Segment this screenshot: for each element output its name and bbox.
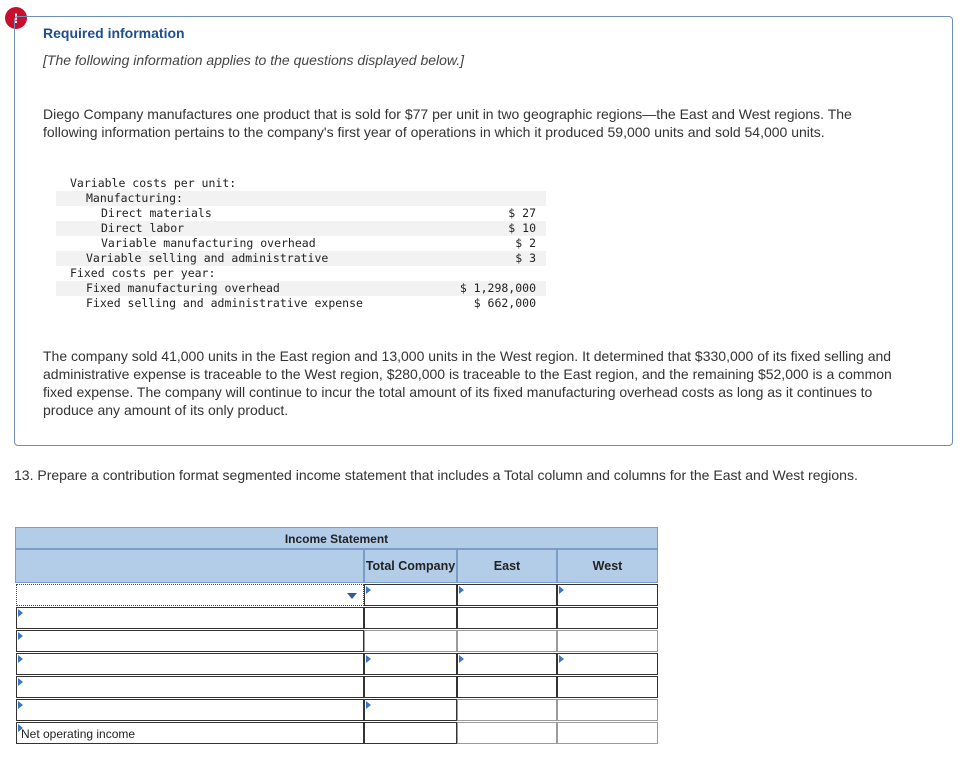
required-info-note: [The following information applies to the questions displayed below.]	[43, 52, 465, 68]
total-amount-input[interactable]	[364, 676, 457, 698]
triangle-marker-icon	[18, 678, 23, 686]
income-statement	[15, 527, 658, 745]
alert-icon: !	[5, 7, 27, 29]
east-amount-input[interactable]	[457, 676, 557, 698]
net-operating-income-label: Net operating income	[21, 727, 136, 741]
line-item-input[interactable]	[16, 630, 364, 652]
detail-paragraph: The company sold 41,000 units in the East region and 13,000 units in the West region. It determined that $330,000 of its fixed selling and administrative expense is traceable to the West region, $280,000 is traceable to the East region, and the remaining $52,000 is a common fixed expense. The company will continue to incur the total amount of its fixed manufacturing overhead costs as long as it continues to produce any amount of its only product.	[43, 348, 892, 418]
cost-row: Variable costs per unit:	[70, 176, 237, 190]
triangle-marker-icon	[559, 655, 564, 663]
statement-title: Income Statement	[15, 527, 658, 549]
triangle-marker-icon	[366, 586, 371, 594]
total-company-header: Total Company	[364, 549, 457, 583]
cost-row: Variable selling and administrative $ 3	[56, 251, 546, 266]
triangle-marker-icon	[18, 609, 23, 617]
net-operating-income-row	[16, 722, 364, 744]
east-amount-input	[457, 699, 557, 721]
total-amount-input[interactable]	[364, 699, 457, 721]
west-amount-input[interactable]	[557, 584, 658, 606]
west-amount-input[interactable]	[557, 653, 658, 675]
cost-row: Direct materials $ 27	[101, 206, 536, 220]
cost-row: Fixed costs per year:	[70, 266, 216, 280]
west-amount-input[interactable]	[557, 607, 658, 629]
line-item-input[interactable]	[16, 607, 364, 629]
line-item-input[interactable]	[16, 676, 364, 698]
east-amount-input[interactable]	[457, 630, 557, 652]
required-info-title: Required information	[43, 25, 185, 41]
triangle-marker-icon	[459, 586, 464, 594]
triangle-marker-icon	[366, 701, 371, 709]
triangle-marker-icon	[18, 701, 23, 709]
cost-row: Fixed manufacturing overhead $ 1,298,000	[56, 281, 546, 296]
west-amount-input	[557, 699, 658, 721]
line-item-dropdown[interactable]	[16, 584, 364, 606]
total-amount-input[interactable]	[364, 607, 457, 629]
cost-row: Variable manufacturing overhead $ 2	[101, 236, 536, 250]
line-item-input[interactable]	[16, 653, 364, 675]
triangle-marker-icon	[18, 655, 23, 663]
label-column-header	[15, 549, 364, 583]
total-amount-input[interactable]	[364, 630, 457, 652]
triangle-marker-icon	[459, 655, 464, 663]
line-item-input[interactable]	[16, 699, 364, 721]
east-amount-input[interactable]	[457, 653, 557, 675]
cost-row: Manufacturing:	[56, 191, 546, 206]
east-net-income-cell	[457, 722, 557, 744]
total-amount-input[interactable]	[364, 584, 457, 606]
west-amount-input[interactable]	[557, 630, 658, 652]
total-amount-input[interactable]	[364, 653, 457, 675]
cost-row: Fixed selling and administrative expense $ 662,000	[86, 296, 536, 310]
east-amount-input[interactable]	[457, 607, 557, 629]
triangle-marker-icon	[366, 655, 371, 663]
triangle-marker-icon	[18, 632, 23, 640]
east-header: East	[457, 549, 557, 583]
west-amount-input[interactable]	[557, 676, 658, 698]
intro-paragraph: Diego Company manufactures one product that is sold for $77 per unit in two geographic regions—the East and West regions. The following information pertains to the company's first year of operations in which it produced 59,000 units and sold 54,000 units.	[43, 106, 852, 140]
cost-row: Direct labor $ 10	[56, 221, 546, 236]
east-amount-input[interactable]	[457, 584, 557, 606]
question-text: 13. Prepare a contribution format segmented income statement that includes a Total column and columns for the East and West regions.	[14, 467, 858, 483]
west-header: West	[557, 549, 658, 583]
chevron-down-icon	[347, 593, 357, 599]
west-net-income-cell	[557, 722, 658, 744]
total-net-income-input[interactable]	[364, 722, 457, 744]
triangle-marker-icon	[559, 586, 564, 594]
